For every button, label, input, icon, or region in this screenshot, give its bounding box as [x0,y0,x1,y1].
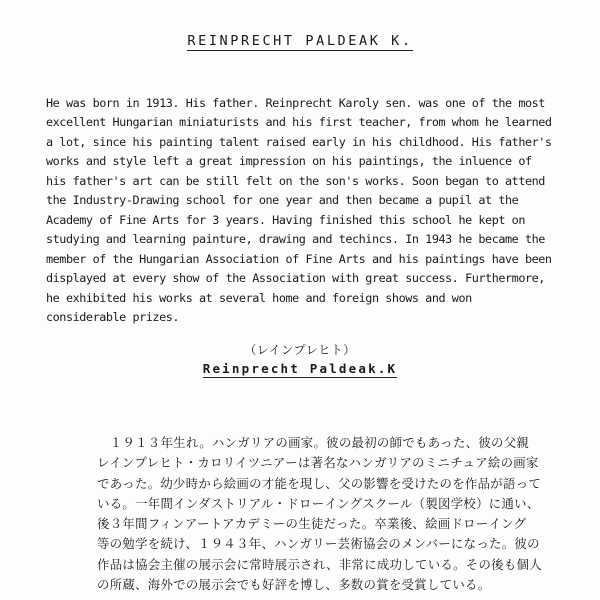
artist-name-subtitle-text: Reinprecht Paldeak.K [202,361,398,376]
text-line: レインプレヒト・カロリイツニアーは著名なハンガリアのミニチュア絵の画家 [97,455,539,471]
text-line: １９１３年生れ。ハンガリアの画家。彼の最初の師でもあった、彼の父親 [97,435,530,450]
text-line: excellent Hungarian miniaturists and his first teacher, from whom he learned [46,115,552,130]
text-line: 後３年間フィンアートアカデミーの生徒だった。卒業後、絵画ドローイング [97,516,527,532]
text-line: considerable prizes. [46,309,180,324]
english-biography-paragraph [46,94,566,327]
text-line: He was born in 1913. His father. Reinprecht Karoly sen. was one of the most [46,96,545,110]
text-line: いる。一年間インダストリアル・ドローイングスクール（製図学校）に通い、 [97,495,540,511]
text-line: であった。幼少時から絵画の才能を現し、父の影響を受けたのを作品が語って [97,475,542,491]
document-title-text: REINPRECHT PALDEAK K. [187,33,413,49]
text-line: の所蔵、海外での展示会でも好評を博し、多数の賞を受賞している。 [97,577,491,593]
text-line: he exhibited his works at several home and foreign shows and won [46,290,472,305]
document-title [0,33,600,51]
japanese-biography-paragraph [97,433,542,595]
text-line: the Industry-Drawing school for one year and then became a pupil at the [46,193,519,208]
artist-name-subtitle [0,361,600,378]
katakana-name: （レインプレヒト） [244,343,356,357]
text-line: 等の勉学を続け、１９４３年、ハンガリー芸術協会のメンバーになった。彼の [97,536,540,552]
text-line: displayed at every show of the Association with great success. Furthermore, [46,271,545,286]
text-line: his father's art can be still felt on the son's works. Soon began to attend [46,173,545,188]
text-line: Academy of Fine Arts for 3 years. Having finished this school he kept on [46,212,525,227]
text-line: a lot, since his painting talent raised early in his childhood. His father's [46,134,552,149]
text-line: works and style left a great impression on his paintings, the inluence of [46,154,532,169]
text-line: studying and learning painture, drawing and techincs. In 1943 he became the [46,232,545,247]
text-line: 作品は協会主催の展示会に常時展示され、非常に成功している。その後も個人 [97,556,542,572]
text-line: member of the Hungarian Association of Fine Arts and his paintings have been [46,251,552,266]
